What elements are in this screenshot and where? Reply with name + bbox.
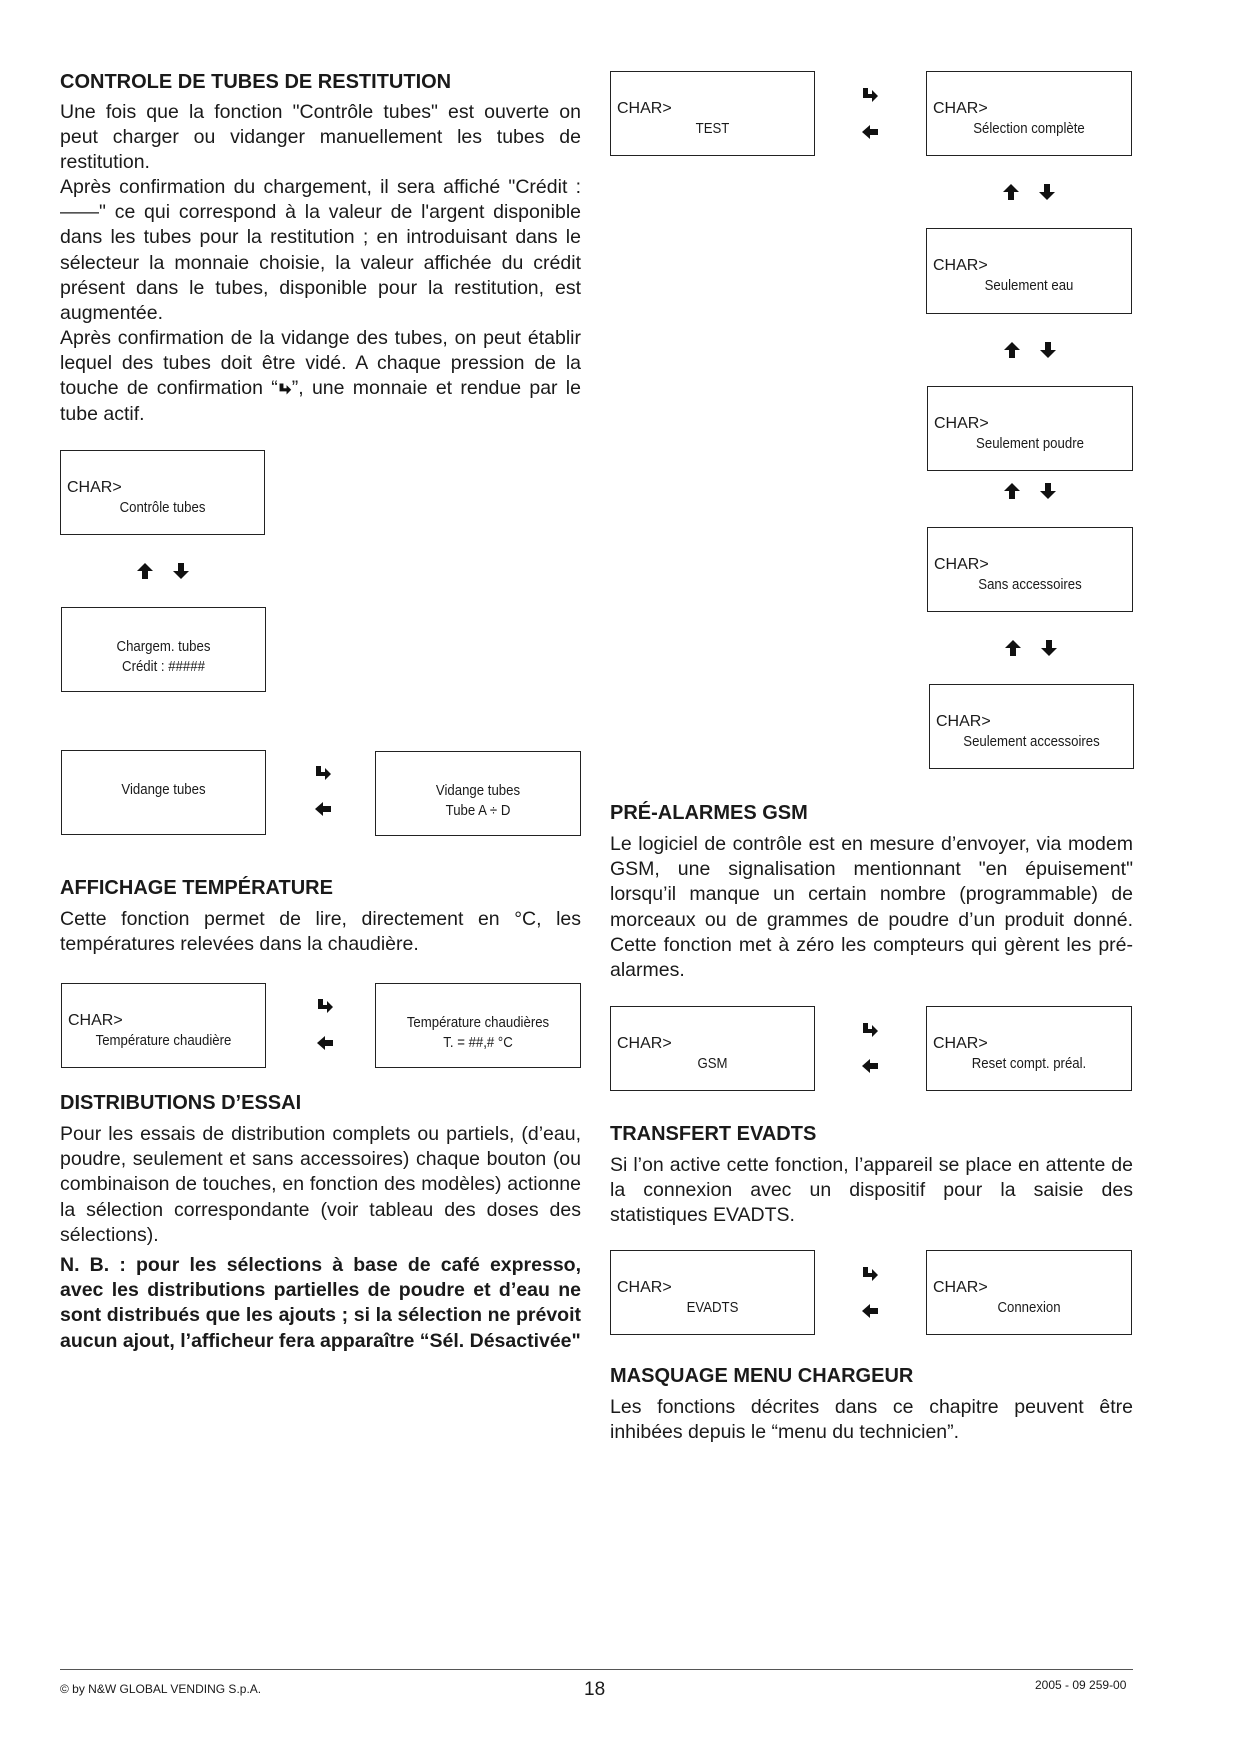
distributions-essai-note: N. B. : pour les sélections à base de café expresso, avec les distributions partielles de poudre et d’eau ne sont distribués que les ajouts ; si la sélection ne prévoit aucun ajout, l’afficheur fera apparaître “Sél. Désactivée" xyxy=(60,1254,581,1352)
display-sans-accessoires: CHAR> Sans accessoires xyxy=(927,527,1133,612)
affichage-temperature-paragraph: Cette fonction permet de lire, directement en °C, les températures relevées dans la chaudière. xyxy=(60,908,581,956)
escape-arrow-icon xyxy=(861,123,879,141)
down-arrow-icon xyxy=(1038,183,1056,201)
display-seulement-eau: CHAR> Seulement eau xyxy=(926,228,1132,314)
escape-arrow-icon xyxy=(861,1302,879,1320)
display-vidange-tubes: Vidange tubes xyxy=(61,750,266,835)
display-temperature-chaudiere: CHAR> Température chaudière xyxy=(61,983,266,1068)
confirm-arrow-icon xyxy=(314,764,332,782)
section-title-pre-alarmes-gsm: PRÉ-ALARMES GSM xyxy=(610,802,808,824)
footer-rule xyxy=(60,1669,1133,1670)
pre-alarmes-gsm-paragraph: Le logiciel de contrôle est en mesure d’envoyer, via modem GSM, une signalisation mentionnant "en épuisement" lorsqu’il manque un certain nombre (programmable) de morceaux ou de grammes de poudre d’un produit donné. Cette fonction met à zéro les compteurs qui gèrent les pré-alarmes. xyxy=(610,833,1133,982)
section-title-controle-tubes: CONTROLE DE TUBES DE RESTITUTION xyxy=(60,71,452,93)
confirm-inline-icon xyxy=(278,378,292,392)
up-arrow-icon xyxy=(136,562,154,580)
down-arrow-icon xyxy=(1040,639,1058,657)
masquage-menu-paragraph: Les fonctions décrites dans ce chapitre peuvent être inhibées depuis le “menu du technicien”. xyxy=(610,1396,1133,1444)
escape-arrow-icon xyxy=(861,1057,879,1075)
confirm-arrow-icon xyxy=(861,86,879,104)
display-gsm: CHAR> GSM xyxy=(610,1006,815,1091)
display-seulement-poudre: CHAR> Seulement poudre xyxy=(927,386,1133,471)
section-title-masquage-menu: MASQUAGE MENU CHARGEUR xyxy=(610,1365,914,1387)
down-arrow-icon xyxy=(1039,482,1057,500)
controle-tubes-paragraph-3: Après confirmation de la vidange des tubes, on peut établir lequel des tubes doit être vidé. A chaque pression de la touche de confirmation “ ”, une monnaie et rendue par le tube actif. xyxy=(60,327,581,425)
display-chargem-tubes: Chargem. tubes Crédit : ##### xyxy=(61,607,266,692)
controle-tubes-paragraph-2: Après confirmation du chargement, il sera affiché "Crédit : ——" ce qui correspond à la valeur de l'argent disponible dans les tubes pour la restitution ; en introduisant dans le sélecteur la monnaie choisie, la valeur affichée du crédit présent dans le tubes, disponible pour la restitution, est augmentée. xyxy=(60,176,581,325)
down-arrow-icon xyxy=(1039,341,1057,359)
section-title-distributions-essai: DISTRIBUTIONS D’ESSAI xyxy=(60,1092,302,1114)
controle-tubes-paragraph-1: Une fois que la fonction "Contrôle tubes" est ouverte on peut charger ou vidanger manuellement les tubes de restitution. xyxy=(60,101,581,174)
escape-arrow-icon xyxy=(314,800,332,818)
section-title-affichage-temperature: AFFICHAGE TEMPÉRATURE xyxy=(60,877,333,899)
display-temperature-value: Température chaudières T. = ##,# °C xyxy=(375,983,581,1068)
display-test: CHAR> TEST xyxy=(610,71,815,156)
escape-arrow-icon xyxy=(316,1034,334,1052)
display-vidange-tube-select: Vidange tubes Tube A ÷ D xyxy=(375,751,581,836)
footer-doc-ref: 2005 - 09 259-00 xyxy=(1035,1678,1127,1692)
display-selection-complete: CHAR> Sélection complète xyxy=(926,71,1132,156)
section-title-transfert-evadts: TRANSFERT EVADTS xyxy=(610,1123,817,1145)
confirm-arrow-icon xyxy=(861,1265,879,1283)
display-evadts: CHAR> EVADTS xyxy=(610,1250,815,1335)
footer-copyright: © by N&W GLOBAL VENDING S.p.A. xyxy=(60,1682,262,1696)
display-seulement-accessoires: CHAR> Seulement accessoires xyxy=(929,684,1134,769)
display-connexion: CHAR> Connexion xyxy=(926,1250,1132,1335)
distributions-essai-paragraph: Pour les essais de distribution complets ou partiels, (d’eau, poudre, seulement et sans accessoires) chaque bouton (ou combinaison de touches, en fonction des modèles) actionne la sélection correspondante (voir tableau des doses des sélections). xyxy=(60,1123,581,1246)
up-arrow-icon xyxy=(1002,183,1020,201)
display-controle-tubes: CHAR> Contrôle tubes xyxy=(60,450,265,535)
up-arrow-icon xyxy=(1003,341,1021,359)
transfert-evadts-paragraph: Si l’on active cette fonction, l’appareil se place en attente de la connexion avec un dispositif pour la saisie des statistiques EVADTS. xyxy=(610,1154,1133,1227)
up-arrow-icon xyxy=(1004,639,1022,657)
up-arrow-icon xyxy=(1003,482,1021,500)
confirm-arrow-icon xyxy=(316,997,334,1015)
confirm-arrow-icon xyxy=(861,1021,879,1039)
down-arrow-icon xyxy=(172,562,190,580)
page-number: 18 xyxy=(584,1679,606,1700)
display-reset-compt-preal: CHAR> Reset compt. préal. xyxy=(926,1006,1132,1091)
